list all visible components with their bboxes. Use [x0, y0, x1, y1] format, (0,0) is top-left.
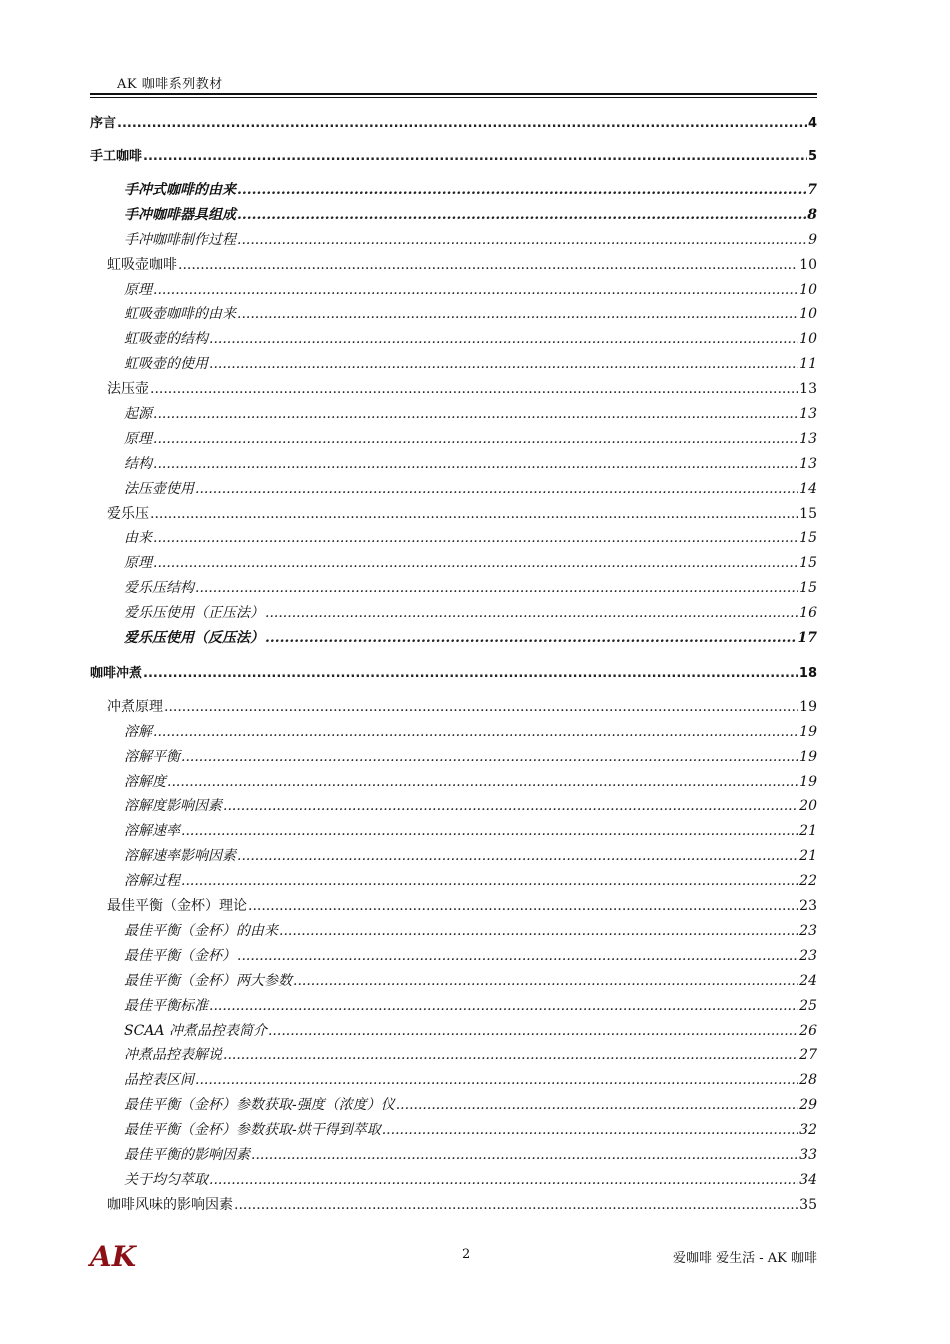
toc-entry-title: 起源	[124, 406, 152, 423]
toc-entry[interactable]	[90, 477, 817, 502]
toc-entry-title: 最佳平衡标准	[124, 997, 208, 1014]
toc-entry-title: 序言	[90, 116, 117, 131]
toc-dot-leader	[150, 502, 798, 527]
toc-dot-leader	[195, 576, 798, 601]
toc-entry[interactable]	[90, 352, 817, 377]
toc-entry-page: 13	[799, 381, 817, 398]
toc-entry[interactable]	[90, 695, 817, 720]
toc-entry[interactable]	[90, 1143, 817, 1168]
toc-entry[interactable]	[90, 944, 817, 969]
toc-entry-title: 最佳平衡（金杯）	[124, 947, 236, 964]
toc-dot-leader	[209, 327, 798, 352]
footer-slogan: 爱咖啡 爱生活 - AK 咖啡	[672, 1251, 817, 1266]
toc-entry[interactable]	[90, 969, 817, 994]
toc-entry-page: 29	[799, 1097, 817, 1114]
toc-entry[interactable]	[90, 203, 817, 228]
toc-entry[interactable]	[90, 1193, 817, 1218]
toc-entry[interactable]	[90, 278, 817, 303]
toc-entry-page: 13	[799, 430, 817, 447]
toc-entry-title: 法压壶使用	[124, 480, 194, 497]
toc-entry-title: 手冲咖啡器具组成	[124, 206, 236, 223]
toc-entry[interactable]	[90, 1168, 817, 1193]
toc-entry[interactable]	[90, 919, 817, 944]
toc-dot-leader	[237, 844, 798, 869]
toc-entry-title: 咖啡风味的影响因素	[107, 1196, 233, 1213]
toc-entry[interactable]	[90, 526, 817, 551]
toc-entry-page: 8	[807, 206, 817, 223]
toc-entry-page: 10	[799, 281, 817, 298]
toc-entry[interactable]	[90, 1068, 817, 1093]
toc-entry-title: 最佳平衡（金杯）参数获取-强度（浓度）仪	[124, 1097, 395, 1114]
toc-entry-title: 溶解度影响因素	[124, 798, 222, 815]
toc-dot-leader	[209, 1168, 798, 1193]
toc-dot-leader	[268, 1019, 798, 1044]
toc-entry-page: 11	[799, 356, 817, 373]
toc-entry[interactable]	[90, 402, 817, 427]
toc-dot-leader	[153, 720, 798, 745]
toc-dot-leader	[265, 601, 798, 626]
page-number: 2	[462, 1247, 471, 1262]
toc-entry-title: 原理	[124, 430, 152, 447]
toc-entry-page: 9	[808, 231, 817, 248]
toc-dot-leader	[143, 664, 798, 684]
toc-dot-leader	[279, 919, 798, 944]
toc-entry-title: 手冲式咖啡的由来	[124, 182, 236, 198]
toc-dot-leader	[237, 228, 807, 253]
toc-entry-page: 23	[799, 898, 817, 915]
toc-entry[interactable]	[90, 147, 817, 167]
toc-entry-page: 19	[799, 773, 817, 790]
toc-entry-title: 爱乐压结构	[124, 580, 194, 597]
toc-entry-page: 23	[799, 922, 817, 939]
toc-entry-title: 爱乐压使用（正压法）	[124, 605, 264, 622]
toc-entry-title: SCAA 冲煮品控表简介	[124, 1022, 267, 1039]
toc-entry-title: 最佳平衡（金杯）参数获取-烘干得到萃取	[124, 1122, 381, 1139]
toc-dot-leader	[153, 452, 798, 477]
toc-entry[interactable]	[90, 302, 817, 327]
toc-dot-leader	[195, 477, 798, 502]
header-rule-thick	[90, 93, 817, 95]
toc-entry-title: 原理	[124, 281, 152, 298]
toc-dot-leader	[396, 1093, 798, 1118]
toc-dot-leader	[293, 969, 798, 994]
toc-entry-page: 15	[799, 505, 817, 522]
toc-entry-title: 溶解度	[124, 773, 166, 790]
toc-entry[interactable]	[90, 794, 817, 819]
toc-entry-page: 35	[799, 1196, 817, 1213]
toc-entry[interactable]	[90, 114, 817, 134]
toc-entry-page: 28	[799, 1072, 817, 1089]
toc-entry-page: 21	[799, 848, 817, 865]
toc-entry-page: 10	[799, 306, 817, 323]
toc-entry-title: 虹吸壶咖啡	[107, 256, 177, 273]
toc-dot-leader	[237, 203, 806, 228]
toc-entry-title: 虹吸壶的使用	[124, 356, 208, 373]
toc-entry-page: 18	[798, 665, 817, 681]
toc-entry-page: 10	[799, 331, 817, 348]
toc-dot-leader	[237, 178, 806, 203]
toc-entry-title: 溶解平衡	[124, 748, 180, 765]
toc-entry-page: 7	[807, 182, 817, 198]
toc-entry-page: 24	[799, 972, 817, 989]
toc-dot-leader	[178, 253, 798, 278]
toc-entry[interactable]	[90, 551, 817, 576]
toc-entry[interactable]	[90, 1093, 817, 1118]
toc-entry-page: 33	[799, 1146, 817, 1163]
toc-entry-page: 13	[799, 455, 817, 472]
toc-dot-leader	[223, 794, 798, 819]
toc-entry[interactable]	[90, 377, 817, 402]
toc-dot-leader	[153, 526, 798, 551]
toc-dot-leader	[153, 551, 798, 576]
toc-dot-leader	[237, 944, 798, 969]
toc-entry-page: 34	[799, 1171, 817, 1188]
toc-entry[interactable]	[90, 452, 817, 477]
toc-dot-leader	[150, 377, 798, 402]
toc-entry[interactable]	[90, 626, 817, 651]
toc-entry-title: 冲煮原理	[107, 698, 163, 715]
toc-dot-leader	[181, 869, 798, 894]
toc-entry-title: 溶解速率影响因素	[124, 848, 236, 865]
toc-dot-leader	[153, 278, 798, 303]
toc-entry[interactable]	[90, 720, 817, 745]
toc-entry-page: 22	[799, 873, 817, 890]
toc-entry-page: 25	[799, 997, 817, 1014]
toc-entry-title: 原理	[124, 555, 152, 572]
toc-dot-leader	[251, 1143, 798, 1168]
toc-entry[interactable]	[90, 1118, 817, 1143]
ak-logo: AK	[90, 1240, 137, 1273]
toc-dot-leader	[195, 1068, 798, 1093]
toc-entry-page: 4	[807, 116, 817, 131]
toc-entry-page: 15	[799, 530, 817, 547]
toc-entry[interactable]	[90, 869, 817, 894]
toc-entry-title: 品控表区间	[124, 1072, 194, 1089]
toc-entry-title: 最佳平衡（金杯）理论	[107, 898, 247, 915]
toc-entry-title: 最佳平衡的影响因素	[124, 1146, 250, 1163]
toc-dot-leader	[237, 302, 798, 327]
toc-entry-page: 14	[799, 480, 817, 497]
toc-entry[interactable]	[90, 1043, 817, 1068]
toc-entry[interactable]	[90, 601, 817, 626]
document-header-title: AK 咖啡系列教材	[117, 77, 223, 92]
toc-dot-leader	[209, 352, 798, 377]
toc-entry-title: 关于均匀萃取	[124, 1171, 208, 1188]
toc-entry-title: 虹吸壶的结构	[124, 331, 208, 348]
toc-entry-title: 最佳平衡（金杯）两大参数	[124, 972, 292, 989]
toc-entry-page: 15	[799, 580, 817, 597]
toc-dot-leader	[164, 695, 798, 720]
toc-entry[interactable]	[90, 844, 817, 869]
toc-entry-page: 5	[807, 149, 817, 164]
toc-entry-page: 20	[799, 798, 817, 815]
header-rule-thin	[90, 97, 817, 98]
toc-entry[interactable]	[90, 576, 817, 601]
toc-entry[interactable]	[90, 327, 817, 352]
toc-entry-page: 10	[799, 256, 817, 273]
toc-entry[interactable]	[90, 894, 817, 919]
toc-entry-title: 手冲咖啡制作过程	[124, 231, 236, 248]
toc-entry-title: 手工咖啡	[90, 149, 143, 164]
toc-entry-title: 咖啡冲煮	[90, 665, 143, 681]
toc-dot-leader	[153, 427, 798, 452]
toc-entry[interactable]	[90, 1019, 817, 1044]
toc-entry-page: 17	[797, 630, 817, 647]
toc-entry-page: 19	[799, 698, 817, 715]
toc-dot-leader	[117, 114, 807, 134]
toc-dot-leader	[248, 894, 798, 919]
toc-entry[interactable]	[90, 819, 817, 844]
toc-entry[interactable]	[90, 253, 817, 278]
toc-entry-title: 虹吸壶咖啡的由来	[124, 306, 236, 323]
toc-entry-title: 溶解过程	[124, 873, 180, 890]
toc-entry-page: 19	[799, 723, 817, 740]
table-of-contents	[90, 114, 817, 1218]
toc-entry-title: 爱乐压使用（反压法）	[124, 630, 264, 647]
toc-entry-title: 溶解速率	[124, 823, 180, 840]
toc-dot-leader	[382, 1118, 798, 1143]
toc-entry-title: 爱乐压	[107, 505, 149, 522]
toc-dot-leader	[223, 1043, 798, 1068]
toc-dot-leader	[209, 994, 798, 1019]
toc-entry[interactable]	[90, 994, 817, 1019]
toc-entry-page: 27	[799, 1047, 817, 1064]
toc-entry-page: 19	[799, 748, 817, 765]
toc-entry-page: 26	[799, 1022, 817, 1039]
toc-entry-page: 21	[799, 823, 817, 840]
toc-dot-leader	[265, 626, 797, 651]
toc-dot-leader	[181, 819, 798, 844]
toc-dot-leader	[143, 147, 807, 167]
toc-entry-title: 结构	[124, 455, 152, 472]
toc-entry-page: 15	[799, 555, 817, 572]
toc-dot-leader	[153, 402, 798, 427]
toc-entry[interactable]	[90, 502, 817, 527]
toc-dot-leader	[234, 1193, 798, 1218]
toc-entry[interactable]	[90, 770, 817, 795]
toc-entry-page: 23	[799, 947, 817, 964]
toc-dot-leader	[167, 770, 798, 795]
toc-entry[interactable]	[90, 745, 817, 770]
toc-entry-title: 冲煮品控表解说	[124, 1047, 222, 1064]
toc-entry-title: 溶解	[124, 723, 152, 740]
toc-entry-title: 由来	[124, 530, 152, 547]
toc-entry[interactable]	[90, 664, 817, 684]
toc-entry[interactable]	[90, 427, 817, 452]
toc-entry-title: 最佳平衡（金杯）的由来	[124, 922, 278, 939]
toc-entry[interactable]	[90, 178, 817, 203]
toc-dot-leader	[181, 745, 798, 770]
toc-entry-title: 法压壶	[107, 381, 149, 398]
toc-entry-page: 32	[799, 1122, 817, 1139]
toc-entry-page: 16	[799, 605, 817, 622]
toc-entry-page: 13	[799, 406, 817, 423]
toc-entry[interactable]	[90, 228, 817, 253]
